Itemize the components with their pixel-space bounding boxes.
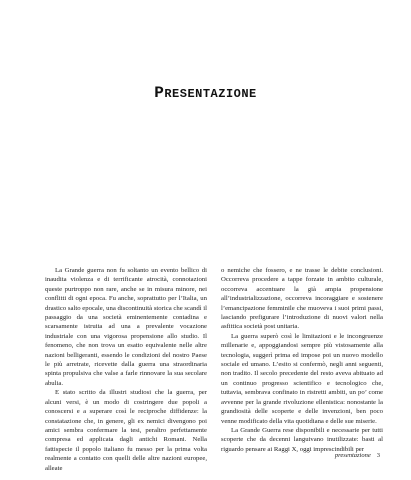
running-head: presentazione	[334, 452, 371, 459]
title-rest: RESENTAZIONE	[164, 87, 257, 101]
right-column	[221, 266, 383, 454]
paragraph: o nemiche che fossero, e ne trasse le debite conclusioni. Occorreva procedere a tappe forzate in ambito culturale, occorreva accentuare la già ampia propensione all’industrializzazione, occorreva incoraggiare e sostenere l’emancipazione femminile che muoveva i suoi primi passi, lasciando prefigurare l’introduzione di nuovi valori nella asfittica società post unitaria.	[221, 267, 383, 331]
page-footer	[300, 452, 380, 459]
left-column	[45, 266, 207, 473]
paragraph: E stato scritto da illustri studiosi che la guerra, per alcuni versi, è un modo di costringere due popoli a conoscersi e a superare così le reciproche diffidenze: la constatazione che, in genere, gli ex nemici divengono poi amici sembra confermare la tesi, peraltro perfettamente compresa ed applicata dagli antichi Romani. Nella fattispecie il popolo italiano fu messo per la prima volta realmente a contatto con quelli delle altre nazioni europee, alleate	[45, 389, 207, 472]
paragraph: La guerra superò così le limitazioni e le incongruenze millenarie e, appoggiandosi sempre più vistosamente alla tecnologia, suggerì prima ed impose poi un nuovo modello sociale ed umano. L’esito si confermò, negli anni seguenti, non tradito. Il secolo precedente del resto aveva abituato ad un continuo progresso scientifico e tecnologico che, tuttavia, sembrava confinato in ristretti ambiti, un po’ come avvenne per la grande rivoluzione ellenistica: nonostante la grandiosità delle scoperte e delle invenzioni, ben poco venne modificato della vita quotidiana e delle sue miserie.	[221, 332, 383, 425]
paragraph: La Grande guerra non fu soltanto un evento bellico di inaudita violenza e di terrificante atrocità, connotazioni queste purtroppo non rare, anche se in misura minore, nei conflitti di ogni epoca. Fu anche, soprattutto per l’Italia, un drastico salto epocale, una discontinuità storica che scandì il passaggio da una società eminentemente contadina e scarsamente istruita ad una a prevalente vocazione industriale con una vigorosa propensione allo studio. Il fenomeno, che non trova un esatto equivalente nelle altre nazioni belligeranti, essendo le condizioni del nostro Paese le più arretrate, ricevette dalla guerra una straordinaria spinta propulsiva che valse a farle rinnovare la sua secolare abulia.	[45, 267, 207, 387]
paragraph: La Grande Guerra rese disponibili e necessarie per tutti scoperte che da decenni languivano inutilizzate: basti al riguardo pensare ai Raggi X, oggi imprescindibili per	[221, 426, 383, 453]
page-number: 3	[376, 452, 380, 459]
title-initial: P	[154, 84, 165, 102]
page-title	[0, 84, 411, 102]
